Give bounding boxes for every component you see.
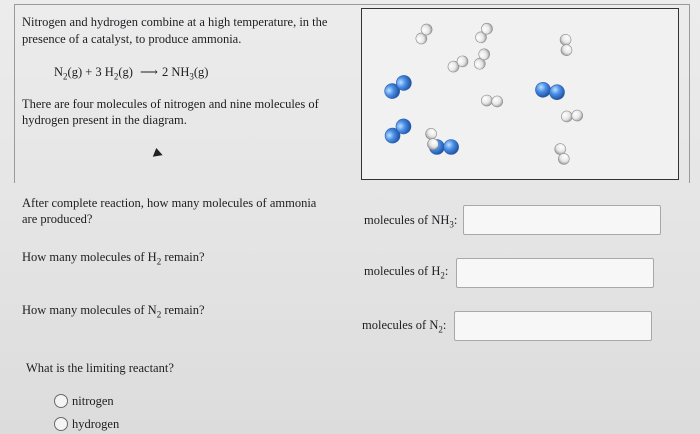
- radio-hydrogen[interactable]: [54, 417, 68, 431]
- nh3-label-sub: 3: [449, 219, 454, 230]
- h2-label-colon: :: [444, 264, 449, 278]
- radio-nitrogen[interactable]: [54, 394, 68, 408]
- q2-sub: 2: [156, 256, 162, 267]
- option-hydrogen-label: hydrogen: [72, 417, 120, 431]
- question-4: What is the limiting reactant?: [26, 361, 174, 375]
- question-3: [22, 302, 205, 323]
- hydrogen-molecule: [473, 21, 494, 45]
- eq-n2-state: (g) + 3 H: [67, 65, 114, 79]
- eq-h2-sub: 2: [113, 71, 119, 82]
- h2-answer-label: [364, 263, 448, 284]
- eq-nh3: 2 NH: [161, 65, 190, 79]
- n2-answer-input[interactable]: [454, 311, 652, 341]
- h2-label-text: molecules of H: [364, 264, 441, 278]
- h2-answer-input[interactable]: [456, 258, 654, 288]
- option-nitrogen-label: nitrogen: [72, 394, 114, 408]
- q3-post: remain?: [161, 303, 205, 317]
- hydrogen-molecule: [561, 110, 583, 123]
- eq-arrow: ⟶: [140, 65, 158, 79]
- molecule-svg: [362, 9, 678, 179]
- nitrogen-molecule: [382, 72, 415, 101]
- description-line-2: hydrogen present in the diagram.: [22, 113, 187, 127]
- n2-label-text: molecules of N: [362, 318, 439, 332]
- intro-line-1: Nitrogen and hydrogen combine at a high temperature, in the: [22, 15, 328, 29]
- n2-label-sub: 2: [438, 324, 443, 335]
- n2-answer-label: [362, 317, 446, 338]
- hydrogen-molecule: [446, 54, 470, 74]
- intro-line-2: presence of a catalyst, to produce ammonia.: [22, 32, 242, 46]
- nitrogen-molecule: [534, 81, 565, 101]
- nh3-label-text: molecules of NH: [364, 213, 450, 227]
- question-1-line-1: After complete reaction, how many molecules of ammonia: [22, 196, 317, 210]
- hydrogen-molecule: [560, 34, 573, 56]
- mouse-cursor-icon: [151, 147, 162, 157]
- hydrogen-molecule: [414, 22, 434, 46]
- h2-label-sub: 2: [440, 270, 445, 281]
- hydrogen-molecule: [481, 95, 503, 108]
- eq-h2-state: (g): [118, 65, 133, 79]
- nh3-answer-input[interactable]: [463, 205, 661, 235]
- eq-n2-sub: 2: [63, 71, 68, 82]
- reaction-equation: [54, 64, 208, 85]
- description-line-1: There are four molecules of nitrogen and nine molecules of: [22, 97, 319, 111]
- hydrogen-molecule: [553, 142, 571, 166]
- question-2: [22, 249, 205, 270]
- q3-text: How many molecules of N: [22, 303, 157, 317]
- hydrogen-molecule: [472, 47, 491, 71]
- nh3-answer-label: [364, 212, 457, 233]
- hydrogen-molecule: [425, 127, 440, 150]
- n2-label-colon: :: [442, 318, 447, 332]
- molecule-diagram: [361, 8, 679, 180]
- eq-nh3-sub: 3: [189, 71, 194, 82]
- nitrogen-molecule: [382, 116, 414, 146]
- eq-nh3-state: (g): [193, 65, 209, 79]
- nh3-label-colon: :: [453, 213, 458, 227]
- eq-n2: N: [54, 65, 64, 79]
- q2-post: remain?: [161, 250, 205, 264]
- q3-sub: 2: [156, 309, 162, 320]
- q2-text: How many molecules of H: [22, 250, 157, 264]
- question-1-line-2: are produced?: [22, 212, 93, 226]
